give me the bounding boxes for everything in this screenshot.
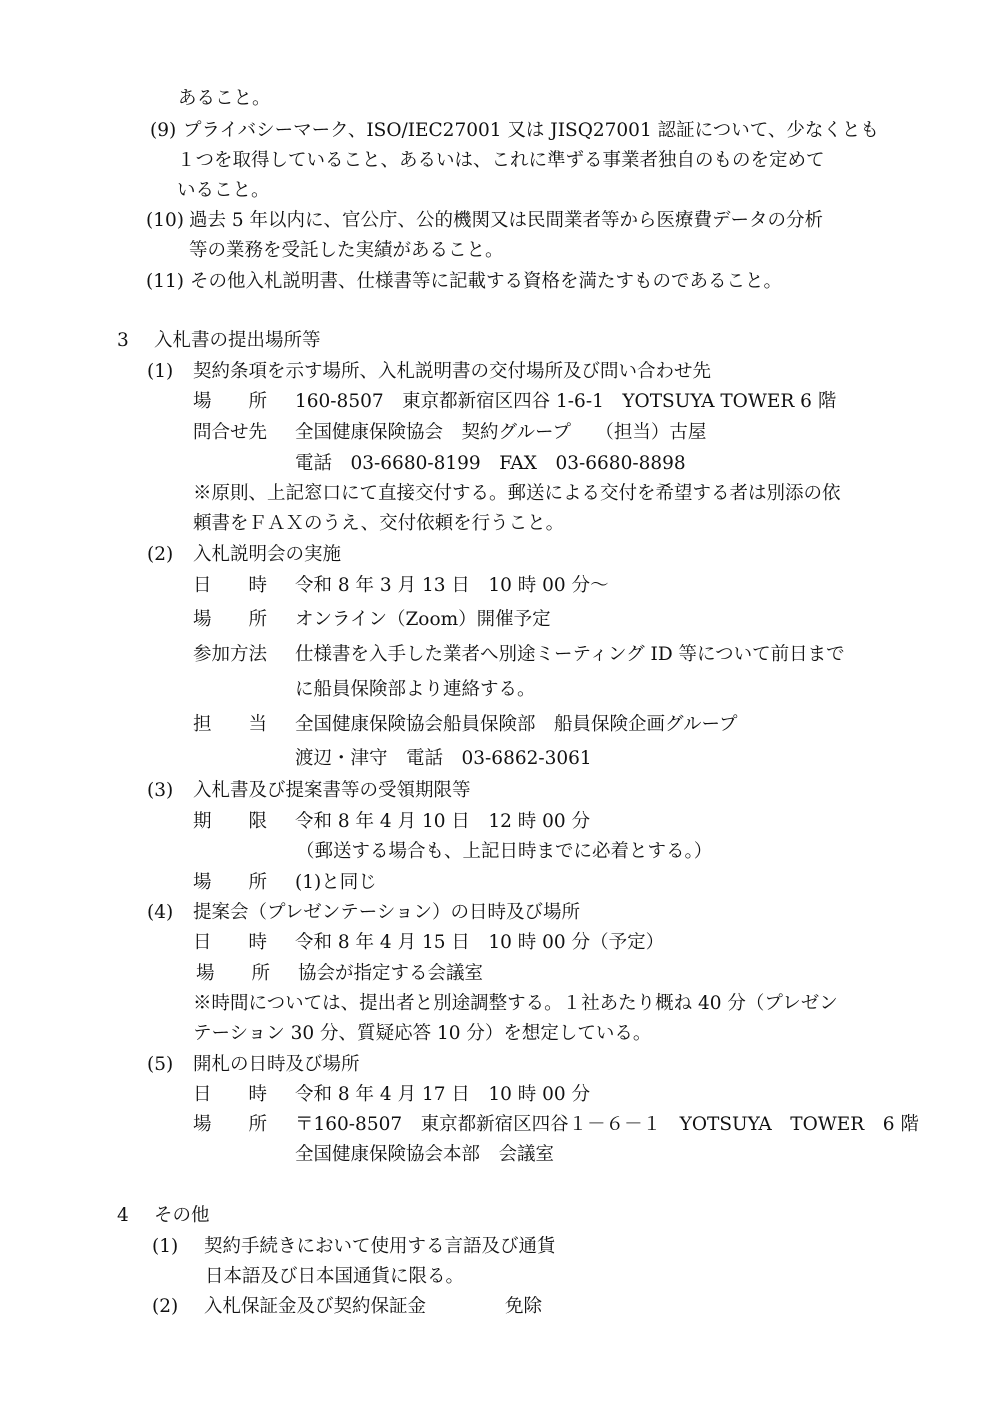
s3-item-5-datetime-label: 日 時 [193,1084,268,1105]
s3-item-3-place-value: (1)と同じ [295,872,377,893]
s3-item-5-title: 開札の日時及び場所 [193,1054,360,1075]
s3-item-4-title: 提案会（プレゼンテーション）の日時及び場所 [193,902,581,923]
s3-item-4-place-value: 協会が指定する会議室 [298,963,484,984]
item-10-number: (10) [146,210,184,231]
item-9-text-line-2: １つを取得していること、あるいは、これに準ずる事業者独自のものを定めて [177,150,825,171]
s3-item-2-charge-label: 担 当 [193,714,268,735]
s4-item-2-title: 入札保証金及び契約保証金 [204,1296,427,1317]
item-9-text-line-3: いること。 [177,180,270,201]
s3-item-4-note-line-2: テーション 30 分、質疑応答 10 分）を想定している。 [193,1023,652,1044]
s3-item-2-method-value-line-1: 仕様書を入手した業者へ別途ミーティング ID 等について前日まで [295,644,845,665]
s3-item-4-place-label: 場 所 [196,963,271,984]
item-9-number: (9) [150,120,177,141]
s3-item-5-place-value-line-1: 〒160-8507 東京都新宿区四谷１－６－１ YOTSUYA TOWER 6 階 [295,1114,919,1135]
s3-item-4-note-line-1: ※時間については、提出者と別途調整する。１社あたり概ね 40 分（プレゼン [193,993,838,1014]
item-11-number: (11) [146,271,184,292]
s3-item-1-title: 契約条項を示す場所、入札説明書の交付場所及び問い合わせ先 [193,361,712,382]
item-11-text: その他入札説明書、仕様書等に記載する資格を満たすものであること。 [190,271,783,292]
s3-item-1-contact-value: 全国健康保険協会 契約グループ （担当）古屋 [295,422,707,443]
item-10-text-line-2: 等の業務を受託した実績があること。 [189,240,504,261]
item-8-continuation: あること。 [178,88,271,109]
s3-item-2-charge-value-line-1: 全国健康保険協会船員保険部 船員保険企画グループ [295,714,738,735]
section-3-number: 3 [117,330,129,351]
s3-item-3-deadline-note: （郵送する場合も、上記日時までに必着とする。） [296,841,713,862]
s3-item-2-datetime-value: 令和 8 年 3 月 13 日 10 時 00 分～ [295,575,609,596]
s3-item-1-contact-label: 問合せ先 [193,422,268,443]
s3-item-2-number: (2) [147,544,174,565]
section-4-number: 4 [117,1205,129,1226]
s3-item-2-title: 入札説明会の実施 [193,544,342,565]
s3-item-5-place-label: 場 所 [193,1114,268,1135]
section-3-title: 入札書の提出場所等 [154,330,321,351]
s3-item-3-deadline-label: 期 限 [193,811,268,832]
s3-item-2-method-value-line-2: に船員保険部より連絡する。 [295,679,536,700]
s3-item-5-number: (5) [147,1054,174,1075]
s4-item-1-number: (1) [152,1236,179,1257]
s3-item-1-number: (1) [147,361,174,382]
s3-item-1-place-label: 場 所 [193,391,268,412]
s3-item-3-deadline-value: 令和 8 年 4 月 10 日 12 時 00 分 [295,811,591,832]
s3-item-2-datetime-label: 日 時 [193,575,268,596]
s3-item-4-datetime-value: 令和 8 年 4 月 15 日 10 時 00 分（予定） [295,932,665,953]
s3-item-5-place-value-line-2: 全国健康保険協会本部 会議室 [295,1144,555,1165]
s3-item-2-charge-value-line-2: 渡辺・津守 電話 03-6862-3061 [295,748,592,769]
s3-item-4-number: (4) [147,902,174,923]
s4-item-1-value: 日本語及び日本国通貨に限る。 [205,1266,465,1287]
s3-item-3-place-label: 場 所 [193,872,268,893]
s3-item-3-title: 入札書及び提案書等の受領期限等 [193,780,471,801]
s3-item-2-method-label: 参加方法 [193,644,268,665]
item-10-text-line-1: 過去 5 年以内に、官公庁、公的機関又は民間業者等から医療費データの分析 [189,210,824,231]
s3-item-4-datetime-label: 日 時 [193,932,268,953]
s3-item-2-place-value: オンライン（Zoom）開催予定 [295,609,551,630]
section-4-title: その他 [154,1205,210,1226]
s3-item-1-place-value: 160-8507 東京都新宿区四谷 1-6-1 YOTSUYA TOWER 6 階 [295,391,837,412]
s4-item-2-value: 免除 [505,1296,543,1317]
s3-item-1-phone-value: 電話 03-6680-8199 FAX 03-6680-8898 [295,453,686,474]
s4-item-1-title: 契約手続きにおいて使用する言語及び通貨 [204,1236,556,1257]
s3-item-5-datetime-value: 令和 8 年 4 月 17 日 10 時 00 分 [295,1084,591,1105]
s4-item-2-number: (2) [152,1296,179,1317]
s3-item-3-number: (3) [147,780,174,801]
item-9-text-line-1: プライバシーマーク、ISO/IEC27001 又は JISQ27001 認証について、少なくとも [183,120,879,141]
s3-item-1-note-line-1: ※原則、上記窓口にて直接交付する。郵送による交付を希望する者は別添の依 [193,483,841,504]
s3-item-2-place-label: 場 所 [193,609,268,630]
s3-item-1-note-line-2: 頼書をＦＡＸのうえ、交付依頼を行うこと。 [193,513,565,534]
